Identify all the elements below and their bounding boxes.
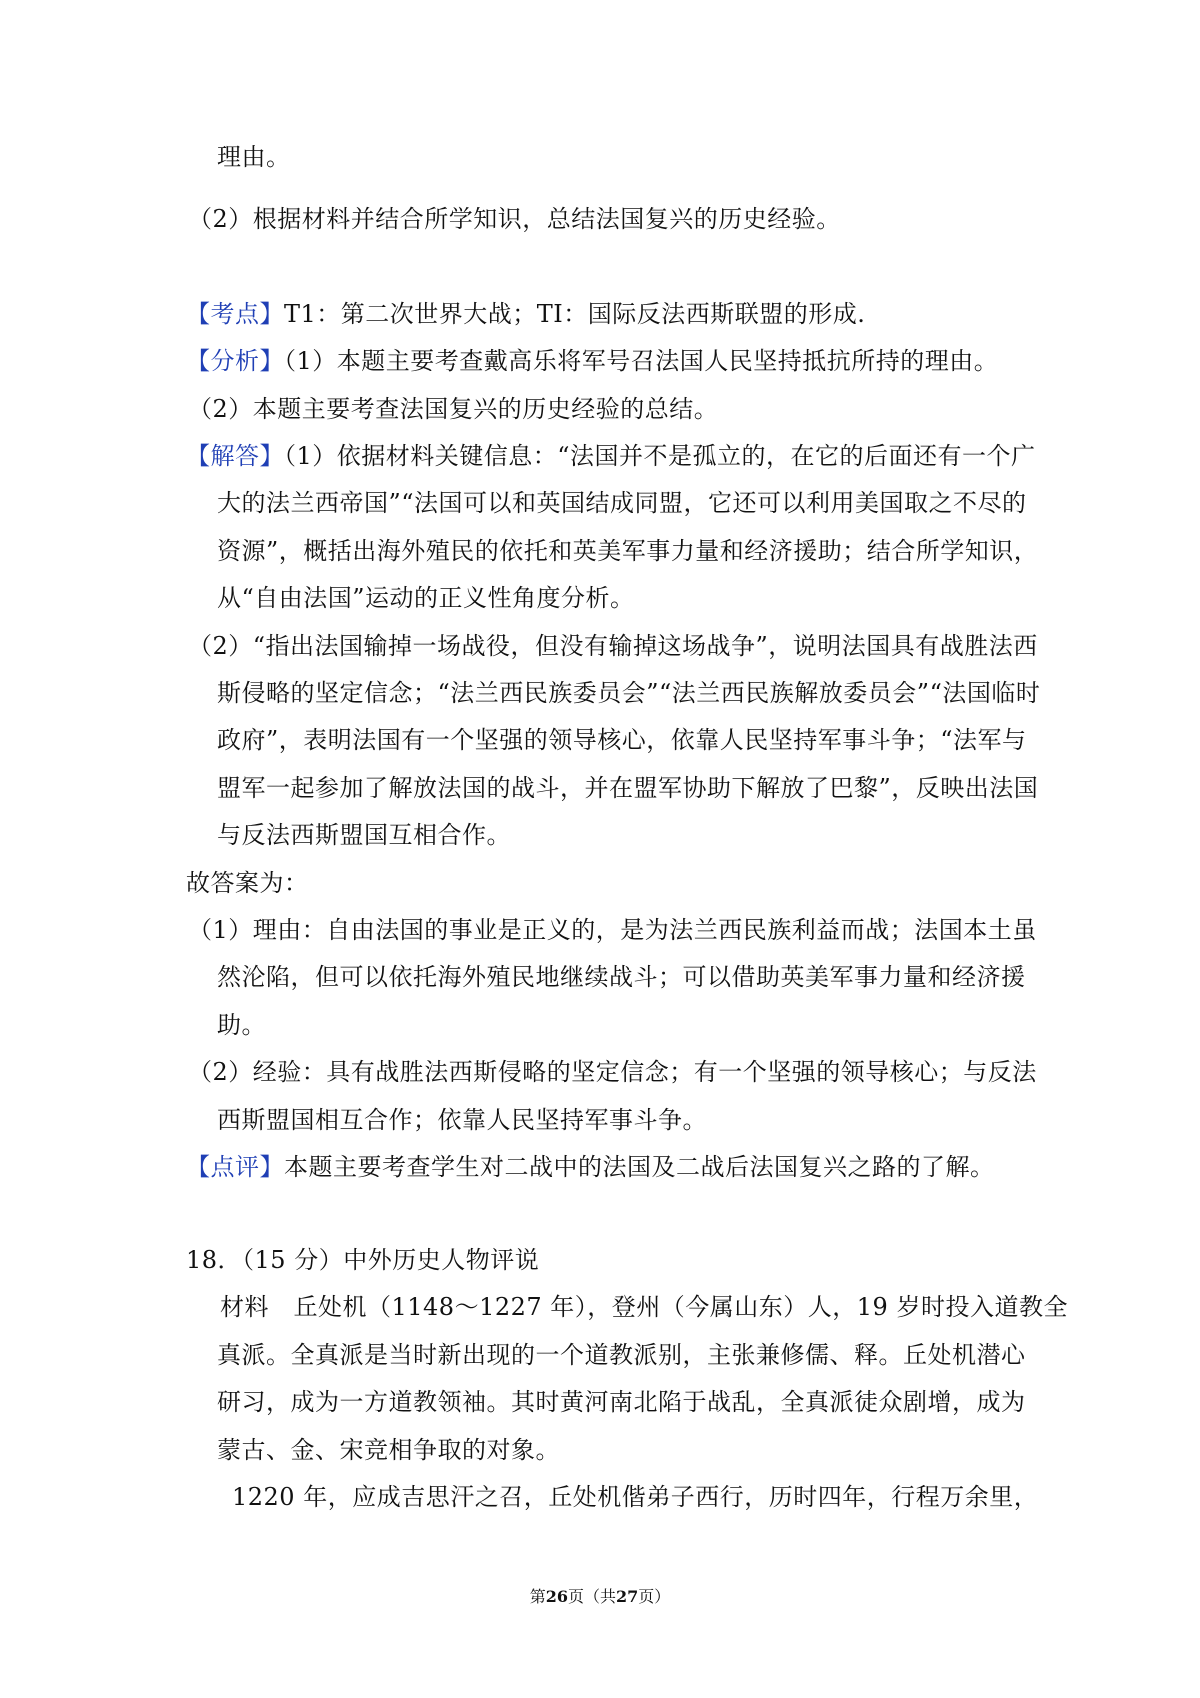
jieda-p1-line: （1）依据材料关键信息：“法国并不是孤立的，在它的后面还有一个广 — [284, 442, 1036, 470]
dianping-text: 本题主要考查学生对二战中的法国及二战后法国复兴之路的了解。 — [284, 1153, 995, 1181]
fenxi-section — [186, 346, 998, 376]
q18-paragraph-2: 1220 年，应成吉思汗之召，丘处机偕弟子西行，历时四年，行程万余里， — [232, 1483, 1039, 1511]
page-footer — [0, 1587, 1200, 1607]
footer-mid: 页（共 — [567, 1587, 616, 1606]
kaodian-tag: 【考点】 — [186, 300, 284, 328]
jieda-section — [186, 441, 1036, 471]
answer-1-line: 助。 — [217, 1011, 266, 1039]
answer-2-line: 西斯盟国相互合作；依靠人民坚持军事斗争。 — [217, 1106, 707, 1134]
q18-material-line: 蒙古、金、宋竞相争取的对象。 — [217, 1436, 560, 1464]
jieda-p2-line: 政府”，表明法国有一个坚强的领导核心，依靠人民坚持军事斗争；“法军与 — [217, 726, 1027, 754]
jieda-p2-line: （2）“指出法国输掉一场战役，但没有输掉这场战争”，说明法国具有战胜法西 — [188, 632, 1038, 660]
answer-2-line: （2）经验：具有战胜法西斯侵略的坚定信念；有一个坚强的领导核心；与反法 — [188, 1058, 1037, 1086]
q18-material-line: 真派。全真派是当时新出现的一个道教派别，主张兼修儒、释。丘处机潜心 — [217, 1341, 1026, 1369]
fenxi-line-2: （2）本题主要考查法国复兴的历史经验的总结。 — [188, 395, 719, 423]
dianping-tag: 【点评】 — [186, 1153, 284, 1181]
q18-material-line: 材料 丘处机（1148～1227 年），登州（今属山东）人，19 岁时投入道教全 — [220, 1293, 1068, 1321]
question-18-title: 18．（15 分）中外历史人物评说 — [186, 1246, 540, 1274]
footer-prefix: 第 — [529, 1587, 546, 1606]
footer-page-number: 26 — [545, 1587, 568, 1606]
kaodian-section — [186, 299, 865, 329]
jieda-p1-line: 资源”，概括出海外殖民的依托和英美军事力量和经济援助；结合所学知识， — [217, 537, 1039, 565]
jieda-p2-line: 与反法西斯盟国互相合作。 — [217, 821, 511, 849]
answer-1-line: 然沦陷，但可以依托海外殖民地继续战斗；可以借助英美军事力量和经济援 — [217, 963, 1026, 991]
answer-1-line: （1）理由：自由法国的事业是正义的，是为法兰西民族利益而战；法国本土虽 — [188, 916, 1037, 944]
footer-suffix: 页） — [638, 1587, 671, 1606]
question-continuation-line: 理由。 — [217, 143, 291, 171]
jieda-p2-line: 盟军一起参加了解放法国的战斗，并在盟军协助下解放了巴黎”，反映出法国 — [217, 774, 1039, 802]
question-part-2: （2）根据材料并结合所学知识，总结法国复兴的历史经验。 — [188, 205, 841, 233]
dianping-section — [186, 1152, 995, 1182]
fenxi-line-1: （1）本题主要考查戴高乐将军号召法国人民坚持抵抗所持的理由。 — [284, 347, 999, 375]
jieda-p2-line: 斯侵略的坚定信念；“法兰西民族委员会”“法兰西民族解放委员会”“法国临时 — [217, 679, 1041, 707]
jieda-tag: 【解答】 — [186, 442, 284, 470]
fenxi-tag: 【分析】 — [186, 347, 284, 375]
jieda-p1-line: 大的法兰西帝国”“法国可以和英国结成同盟，它还可以利用美国取之不尽的 — [217, 489, 1027, 517]
footer-total-pages: 27 — [616, 1587, 639, 1606]
kaodian-text: T1：第二次世界大战；TI：国际反法西斯联盟的形成. — [284, 300, 866, 328]
q18-material-line: 研习，成为一方道教领袖。其时黄河南北陷于战乱，全真派徒众剧增，成为 — [217, 1388, 1026, 1416]
jieda-p1-line: 从“自由法国”运动的正义性角度分析。 — [217, 584, 635, 612]
answer-label: 故答案为： — [186, 869, 309, 897]
